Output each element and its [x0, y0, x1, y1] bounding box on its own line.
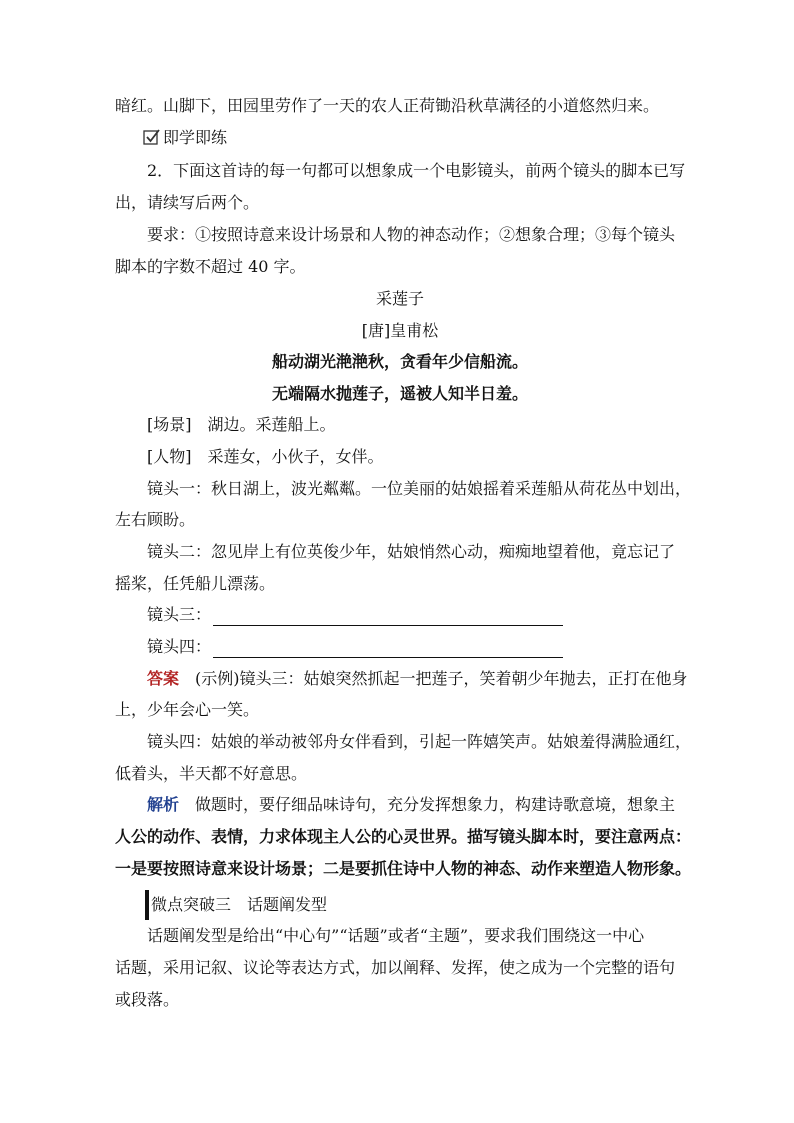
- poem-line: 无端隔水抛莲子，遥被人知半日羞。: [271, 384, 528, 403]
- analysis-tag: 解析: [147, 795, 180, 814]
- shot-line: 左右顾盼。: [115, 510, 196, 529]
- text-line: 暗红。山脚下，田园里劳作了一天的农人正荷锄沿秋草满径的小道悠然归来。: [115, 96, 660, 115]
- section-heading: [145, 890, 715, 920]
- shot-4-row: [147, 636, 717, 658]
- poem-line: 船动湖光滟滟秋，贪看年少信船流。: [271, 352, 528, 371]
- shot-3-label: 镜头三：: [147, 605, 212, 624]
- body-line: 或段落。: [115, 990, 180, 1009]
- section-marker-bar: [145, 890, 149, 920]
- answer-line: 低着头，半天都不好意思。: [115, 764, 308, 783]
- shot-3-row: [147, 604, 717, 626]
- analysis-line: 一是要按照诗意来设计场景；二是要抓住诗中人物的神态、动作来塑造人物形象。: [115, 859, 692, 878]
- shot-4-label: 镜头四：: [147, 637, 212, 656]
- requirement-line: 脚本的字数不超过 40 字。: [115, 257, 306, 276]
- answer-tag: 答案: [147, 669, 180, 688]
- poem-author: [唐]皇甫松: [361, 321, 439, 340]
- analysis-line: [147, 794, 717, 816]
- answer-line: 镜头四：姑娘的举动被邻舟女伴看到，引起一阵嬉笑声。姑娘羞得满脸通红，: [147, 732, 692, 751]
- body-line: 话题阐发型是给出“中心句”“话题”或者“主题”，要求我们围绕这一中心: [147, 926, 645, 945]
- checkbox-check-icon: [143, 128, 161, 146]
- people-line: [人物] 采莲女，小伙子，女伴。: [147, 447, 384, 466]
- requirement-line: 要求：①按照诗意来设计场景和人物的神态动作；②想象合理；③每个镜头: [147, 225, 676, 244]
- analysis-text: 做题时，要仔细品味诗句，充分发挥想象力，构建诗歌意境，想象主: [179, 795, 676, 814]
- shot-line: 镜头一：秋日湖上，波光粼粼。一位美丽的姑娘摇着采莲船从荷花丛中划出，: [147, 479, 692, 498]
- question-line: 2．下面这首诗的每一句都可以想象成一个电影镜头，前两个镜头的脚本已写: [147, 161, 686, 180]
- scene-line: [场景] 湖边。采莲船上。: [147, 415, 336, 434]
- practice-heading: [143, 127, 713, 149]
- answer-text: (示例)镜头三：姑娘突然抓起一把莲子，笑着朝少年抛去，正打在他身: [179, 669, 688, 688]
- shot-line: 摇桨，任凭船儿漂荡。: [115, 574, 276, 593]
- question-line: 出，请续写后两个。: [115, 193, 260, 212]
- answer-line: 上，少年会心一笑。: [115, 700, 260, 719]
- body-line: 话题，采用记叙、议论等表达方式，加以阐释、发挥，使之成为一个完整的语句: [115, 958, 676, 977]
- practice-heading-label: 即学即练: [163, 128, 228, 147]
- shot-line: 镜头二：忽见岸上有位英俊少年，姑娘悄然心动，痴痴地望着他，竟忘记了: [147, 542, 676, 561]
- shot-3-blank[interactable]: [213, 607, 563, 626]
- poem-title: 采莲子: [375, 289, 424, 308]
- section-heading-label: 微点突破三 话题阐发型: [151, 895, 328, 914]
- answer-line: [147, 668, 717, 690]
- shot-4-blank[interactable]: [213, 639, 563, 658]
- analysis-line: 人公的动作、表情，力求体现主人公的心灵世界。描写镜头脚本时，要注意两点：: [115, 827, 692, 846]
